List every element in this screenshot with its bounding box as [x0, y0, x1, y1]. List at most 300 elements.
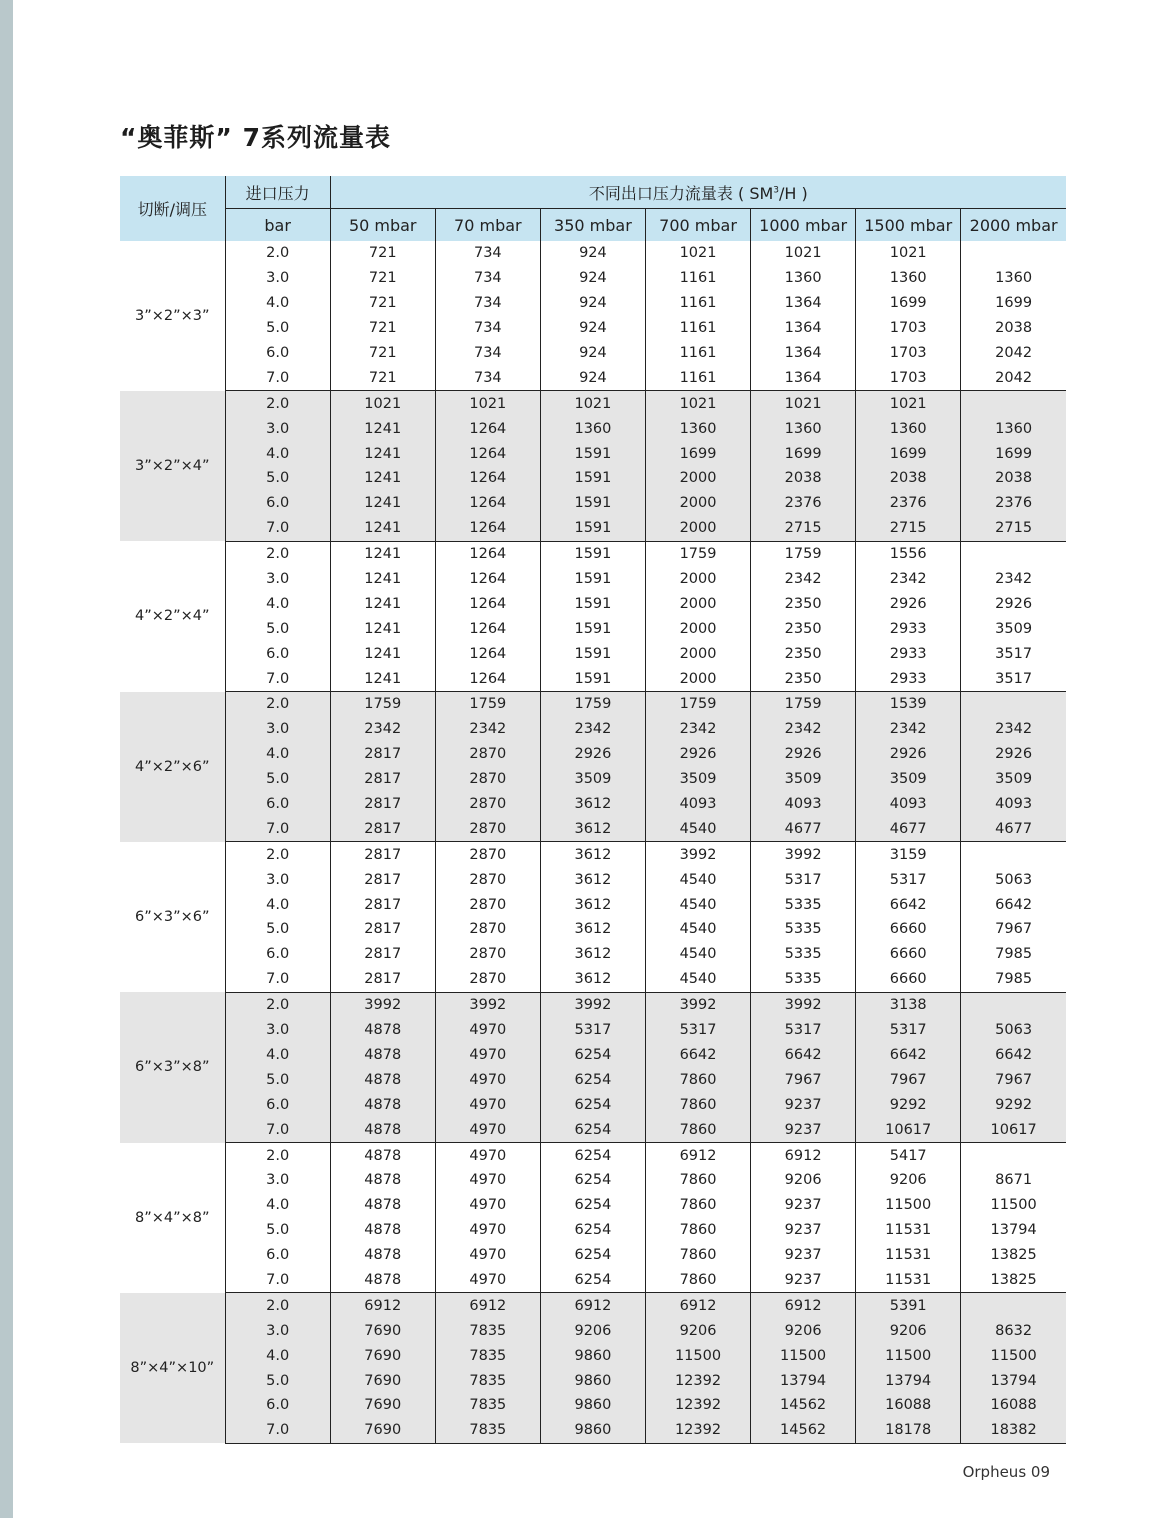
flow-value-cell: 4093	[856, 792, 961, 817]
inlet-pressure-cell: 4.0	[225, 441, 330, 466]
flow-value-cell: 1241	[330, 491, 435, 516]
inlet-pressure-cell: 6.0	[225, 942, 330, 967]
inlet-pressure-cell: 4.0	[225, 1343, 330, 1368]
table-row	[120, 391, 1066, 416]
flow-value-cell: 13794	[856, 1368, 961, 1393]
inlet-pressure-cell: 7.0	[225, 1117, 330, 1142]
inlet-pressure-cell: 2.0	[225, 541, 330, 566]
flow-value-cell: 5417	[856, 1143, 961, 1168]
inlet-pressure-cell: 7.0	[225, 516, 330, 541]
flow-value-cell: 1591	[540, 567, 645, 592]
flow-value-cell: 6642	[645, 1043, 750, 1068]
flow-value-cell: 721	[330, 341, 435, 366]
flow-value-cell: 6254	[540, 1243, 645, 1268]
flow-value-cell: 18382	[961, 1418, 1066, 1443]
flow-value-cell: 5063	[961, 867, 1066, 892]
flow-value-cell: 5335	[751, 942, 856, 967]
flow-value-cell: 2870	[435, 967, 540, 992]
page-footer: Orpheus 09	[962, 1463, 1050, 1481]
flow-value-cell: 4677	[856, 816, 961, 841]
flow-value-cell: 13825	[961, 1268, 1066, 1293]
flow-value-cell: 4677	[961, 816, 1066, 841]
flow-value-cell: 2000	[645, 466, 750, 491]
flow-value-cell: 7967	[856, 1067, 961, 1092]
flow-value-cell: 2376	[961, 491, 1066, 516]
flow-value-cell: 9292	[961, 1092, 1066, 1117]
inlet-pressure-cell: 6.0	[225, 641, 330, 666]
flow-value-cell: 6254	[540, 1193, 645, 1218]
flow-value-cell: 6254	[540, 1143, 645, 1168]
flow-value-cell: 1591	[540, 441, 645, 466]
inlet-pressure-cell: 6.0	[225, 1393, 330, 1418]
table-row	[120, 567, 1066, 592]
flow-value-cell: 6254	[540, 1168, 645, 1193]
flow-value-cell: 12392	[645, 1393, 750, 1418]
flow-value-cell: 1241	[330, 641, 435, 666]
flow-value-cell: 2342	[856, 567, 961, 592]
table-row	[120, 1268, 1066, 1293]
table-row	[120, 867, 1066, 892]
valve-size-cell: 3”×2”×4”	[120, 391, 225, 541]
flow-value-cell: 5317	[751, 1018, 856, 1043]
flow-value-cell: 7967	[751, 1067, 856, 1092]
flow-value-cell: 7860	[645, 1067, 750, 1092]
flow-value-cell: 6912	[751, 1143, 856, 1168]
flow-value-cell: 5317	[856, 867, 961, 892]
flow-value-cell: 7967	[961, 917, 1066, 942]
valve-size-cell: 6”×3”×8”	[120, 992, 225, 1142]
flow-value-cell: 2926	[961, 742, 1066, 767]
page-title: “奥菲斯” 7系列流量表	[120, 123, 391, 152]
inlet-pressure-cell: 2.0	[225, 1143, 330, 1168]
flow-value-cell: 1699	[856, 291, 961, 316]
flow-table-body	[120, 241, 1066, 1443]
flow-value-cell: 4970	[435, 1143, 540, 1168]
flow-value-cell: 7835	[435, 1343, 540, 1368]
flow-value-cell: 4970	[435, 1018, 540, 1043]
flow-value-cell: 1759	[645, 692, 750, 717]
flow-value-cell: 1699	[751, 441, 856, 466]
flow-value-cell: 2715	[751, 516, 856, 541]
flow-value-cell: 4970	[435, 1193, 540, 1218]
flow-value-cell: 1241	[330, 466, 435, 491]
inlet-pressure-cell: 7.0	[225, 967, 330, 992]
flow-value-cell: 2000	[645, 591, 750, 616]
flow-value-cell: 2350	[751, 616, 856, 641]
flow-value-cell: 2870	[435, 867, 540, 892]
inlet-pressure-cell: 4.0	[225, 1043, 330, 1068]
inlet-pressure-cell: 3.0	[225, 416, 330, 441]
flow-value-cell: 1759	[540, 692, 645, 717]
table-row	[120, 892, 1066, 917]
inlet-pressure-cell: 4.0	[225, 892, 330, 917]
flow-value-cell: 1241	[330, 591, 435, 616]
flow-value-cell	[961, 842, 1066, 867]
flow-value-cell	[961, 391, 1066, 416]
flow-value-cell: 12392	[645, 1418, 750, 1443]
table-row	[120, 241, 1066, 266]
flow-value-cell: 4878	[330, 1193, 435, 1218]
flow-value-cell: 11531	[856, 1268, 961, 1293]
flow-value-cell: 16088	[856, 1393, 961, 1418]
flow-value-cell: 3992	[751, 992, 856, 1017]
flow-header-unit: /H )	[779, 183, 808, 203]
flow-value-cell: 2342	[330, 717, 435, 742]
flow-value-cell: 5317	[540, 1018, 645, 1043]
flow-value-cell: 4540	[645, 892, 750, 917]
flow-value-cell: 1703	[856, 365, 961, 390]
flow-value-cell: 2000	[645, 567, 750, 592]
table-row	[120, 341, 1066, 366]
flow-value-cell: 4878	[330, 1117, 435, 1142]
table-row	[120, 316, 1066, 341]
flow-value-cell: 10617	[856, 1117, 961, 1142]
inlet-pressure-cell: 5.0	[225, 917, 330, 942]
flow-value-cell: 7967	[961, 1067, 1066, 1092]
flow-value-cell: 2000	[645, 516, 750, 541]
flow-value-cell: 14562	[751, 1393, 856, 1418]
inlet-pressure-cell: 5.0	[225, 316, 330, 341]
flow-value-cell: 5391	[856, 1293, 961, 1318]
flow-value-cell: 4970	[435, 1117, 540, 1142]
flow-value-cell: 1241	[330, 416, 435, 441]
flow-value-cell: 9237	[751, 1193, 856, 1218]
flow-value-cell: 1161	[645, 365, 750, 390]
flow-value-cell: 734	[435, 341, 540, 366]
flow-value-cell: 1591	[540, 491, 645, 516]
flow-value-cell: 7860	[645, 1193, 750, 1218]
flow-value-cell: 8671	[961, 1168, 1066, 1193]
flow-value-cell: 9237	[751, 1092, 856, 1117]
flow-value-cell: 7860	[645, 1092, 750, 1117]
inlet-pressure-cell: 3.0	[225, 1318, 330, 1343]
flow-value-cell: 2350	[751, 666, 856, 691]
flow-value-cell: 6912	[751, 1293, 856, 1318]
flow-value-cell: 1703	[856, 341, 961, 366]
table-row	[120, 491, 1066, 516]
table-row	[120, 365, 1066, 390]
flow-value-cell: 1241	[330, 666, 435, 691]
inlet-pressure-cell: 5.0	[225, 1067, 330, 1092]
outlet-pressure-header: 700 mbar	[645, 209, 750, 242]
table-row	[120, 1218, 1066, 1243]
inlet-unit-header: bar	[225, 209, 330, 242]
flow-value-cell: 721	[330, 316, 435, 341]
flow-value-cell: 2817	[330, 892, 435, 917]
flow-value-cell: 2817	[330, 842, 435, 867]
flow-value-cell: 4540	[645, 816, 750, 841]
inlet-pressure-cell: 5.0	[225, 767, 330, 792]
flow-value-cell: 5317	[751, 867, 856, 892]
inlet-pressure-cell: 7.0	[225, 1418, 330, 1443]
inlet-pressure-cell: 5.0	[225, 466, 330, 491]
flow-value-cell: 2817	[330, 917, 435, 942]
flow-value-cell	[961, 241, 1066, 266]
flow-value-cell: 1360	[961, 416, 1066, 441]
flow-value-cell: 6254	[540, 1268, 645, 1293]
table-row	[120, 1143, 1066, 1168]
table-row	[120, 1018, 1066, 1043]
table-row	[120, 842, 1066, 867]
flow-value-cell: 3517	[961, 641, 1066, 666]
table-row	[120, 692, 1066, 717]
flow-value-cell: 7985	[961, 942, 1066, 967]
flow-value-cell: 6254	[540, 1092, 645, 1117]
inlet-pressure-cell: 6.0	[225, 1092, 330, 1117]
flow-value-cell: 2715	[961, 516, 1066, 541]
table-row	[120, 541, 1066, 566]
flow-value-cell: 4677	[751, 816, 856, 841]
flow-value-cell: 2817	[330, 942, 435, 967]
flow-value-cell: 11500	[645, 1343, 750, 1368]
flow-value-cell: 1591	[540, 666, 645, 691]
flow-value-cell: 6912	[435, 1293, 540, 1318]
flow-value-cell: 2342	[751, 717, 856, 742]
flow-value-cell: 1241	[330, 616, 435, 641]
flow-value-cell: 3612	[540, 816, 645, 841]
table-row	[120, 1418, 1066, 1443]
table-row	[120, 1293, 1066, 1318]
flow-value-cell: 1264	[435, 616, 540, 641]
flow-value-cell: 9237	[751, 1268, 856, 1293]
table-row	[120, 1067, 1066, 1092]
flow-value-cell: 3509	[751, 767, 856, 792]
flow-value-cell: 1021	[856, 241, 961, 266]
flow-value-cell: 2715	[856, 516, 961, 541]
flow-value-cell: 4093	[645, 792, 750, 817]
flow-value-cell: 7860	[645, 1243, 750, 1268]
flow-value-cell: 1264	[435, 441, 540, 466]
table-row	[120, 1343, 1066, 1368]
flow-value-cell: 2933	[856, 616, 961, 641]
flow-value-cell: 8632	[961, 1318, 1066, 1343]
flow-value-cell: 1264	[435, 416, 540, 441]
flow-value-cell: 9206	[645, 1318, 750, 1343]
flow-value-cell: 2038	[751, 466, 856, 491]
flow-value-cell: 3509	[961, 616, 1066, 641]
flow-value-cell: 9206	[751, 1318, 856, 1343]
flow-value-cell: 4970	[435, 1243, 540, 1268]
flow-value-cell: 2038	[961, 316, 1066, 341]
inlet-pressure-cell: 2.0	[225, 992, 330, 1017]
flow-value-cell: 4540	[645, 967, 750, 992]
flow-value-cell: 2926	[751, 742, 856, 767]
flow-value-cell: 2342	[751, 567, 856, 592]
flow-value-cell: 1161	[645, 291, 750, 316]
table-row	[120, 416, 1066, 441]
outlet-pressure-header: 1500 mbar	[856, 209, 961, 242]
flow-value-cell: 2926	[540, 742, 645, 767]
flow-value-cell: 9237	[751, 1243, 856, 1268]
flow-value-cell: 924	[540, 341, 645, 366]
flow-value-cell: 3612	[540, 792, 645, 817]
flow-value-cell: 2817	[330, 867, 435, 892]
flow-value-cell: 1703	[856, 316, 961, 341]
flow-value-cell: 2342	[961, 567, 1066, 592]
flow-value-cell: 7860	[645, 1268, 750, 1293]
flow-value-cell: 924	[540, 241, 645, 266]
flow-value-cell: 2933	[856, 641, 961, 666]
flow-value-cell: 2350	[751, 641, 856, 666]
flow-value-cell: 4970	[435, 1092, 540, 1117]
flow-table	[120, 176, 1066, 1444]
flow-value-cell: 9292	[856, 1092, 961, 1117]
flow-value-cell: 7690	[330, 1368, 435, 1393]
flow-value-cell: 721	[330, 365, 435, 390]
outlet-pressure-header: 2000 mbar	[961, 209, 1066, 242]
flow-value-cell: 2870	[435, 842, 540, 867]
flow-value-cell: 3612	[540, 917, 645, 942]
flow-value-cell: 7860	[645, 1168, 750, 1193]
table-row	[120, 992, 1066, 1017]
inlet-pressure-cell: 3.0	[225, 717, 330, 742]
flow-value-cell: 3612	[540, 942, 645, 967]
flow-value-cell: 4970	[435, 1218, 540, 1243]
flow-value-cell: 2376	[751, 491, 856, 516]
flow-value-cell: 4970	[435, 1067, 540, 1092]
flow-value-cell: 1021	[540, 391, 645, 416]
flow-value-cell: 3509	[540, 767, 645, 792]
table-row	[120, 717, 1066, 742]
flow-value-cell: 3612	[540, 967, 645, 992]
table-row	[120, 967, 1066, 992]
flow-value-cell: 4540	[645, 942, 750, 967]
flow-value-cell: 1699	[961, 441, 1066, 466]
flow-value-cell: 2000	[645, 641, 750, 666]
flow-value-cell: 13794	[751, 1368, 856, 1393]
flow-value-cell: 1759	[330, 692, 435, 717]
inlet-pressure-cell: 2.0	[225, 1293, 330, 1318]
flow-value-cell: 3992	[751, 842, 856, 867]
flow-value-cell: 7690	[330, 1343, 435, 1368]
flow-value-cell: 1264	[435, 491, 540, 516]
flow-value-cell: 1264	[435, 541, 540, 566]
inlet-pressure-cell: 5.0	[225, 1218, 330, 1243]
flow-value-cell: 2342	[856, 717, 961, 742]
table-row	[120, 441, 1066, 466]
flow-value-cell: 1364	[751, 365, 856, 390]
inlet-pressure-cell: 3.0	[225, 266, 330, 291]
flow-value-cell: 3612	[540, 842, 645, 867]
flow-value-cell: 6254	[540, 1218, 645, 1243]
flow-value-cell: 2000	[645, 616, 750, 641]
flow-value-cell: 1241	[330, 516, 435, 541]
flow-value-cell: 7690	[330, 1393, 435, 1418]
flow-value-cell: 1759	[645, 541, 750, 566]
flow-value-cell: 1699	[961, 291, 1066, 316]
table-row	[120, 1168, 1066, 1193]
flow-value-cell: 1264	[435, 666, 540, 691]
flow-value-cell: 1264	[435, 591, 540, 616]
flow-value-cell: 6254	[540, 1067, 645, 1092]
table-row	[120, 1092, 1066, 1117]
flow-value-cell: 2000	[645, 491, 750, 516]
inlet-pressure-cell: 6.0	[225, 1243, 330, 1268]
inlet-pressure-cell: 4.0	[225, 742, 330, 767]
flow-value-cell: 1360	[751, 266, 856, 291]
inlet-pressure-cell: 2.0	[225, 692, 330, 717]
flow-value-cell: 1591	[540, 616, 645, 641]
flow-value-cell: 721	[330, 291, 435, 316]
flow-value-cell: 4878	[330, 1218, 435, 1243]
inlet-pressure-cell: 3.0	[225, 1168, 330, 1193]
flow-value-cell: 4878	[330, 1043, 435, 1068]
flow-value-cell: 11500	[751, 1343, 856, 1368]
flow-value-cell: 5317	[645, 1018, 750, 1043]
flow-value-cell: 1591	[540, 541, 645, 566]
flow-header-text: 不同出口压力流量表 ( SM	[588, 183, 774, 203]
flow-value-cell: 6912	[645, 1143, 750, 1168]
flow-value-cell: 2870	[435, 792, 540, 817]
inlet-pressure-cell: 4.0	[225, 1193, 330, 1218]
flow-value-cell: 4878	[330, 1067, 435, 1092]
flow-value-cell: 734	[435, 266, 540, 291]
inlet-pressure-cell: 6.0	[225, 792, 330, 817]
table-row	[120, 1043, 1066, 1068]
flow-value-cell: 2342	[435, 717, 540, 742]
flow-value-cell: 2870	[435, 917, 540, 942]
flow-value-cell: 4970	[435, 1043, 540, 1068]
flow-value-cell: 2817	[330, 792, 435, 817]
flow-value-cell: 1241	[330, 541, 435, 566]
valve-size-cell: 6”×3”×6”	[135, 909, 210, 926]
flow-value-cell: 2350	[751, 591, 856, 616]
flow-value-cell: 1021	[645, 391, 750, 416]
table-row	[120, 1193, 1066, 1218]
flow-value-cell: 734	[435, 316, 540, 341]
flow-value-cell: 5317	[856, 1018, 961, 1043]
flow-value-cell: 2817	[330, 767, 435, 792]
flow-value-cell: 1021	[645, 241, 750, 266]
flow-value-cell: 3992	[435, 992, 540, 1017]
flow-value-cell: 6642	[751, 1043, 856, 1068]
flow-value-cell: 5063	[961, 1018, 1066, 1043]
flow-value-cell: 1264	[435, 567, 540, 592]
flow-value-cell: 2870	[435, 942, 540, 967]
inlet-pressure-cell: 5.0	[225, 1368, 330, 1393]
flow-value-cell: 5335	[751, 967, 856, 992]
flow-value-cell: 1021	[435, 391, 540, 416]
flow-value-cell: 7985	[961, 967, 1066, 992]
flow-value-cell: 3509	[961, 767, 1066, 792]
flow-value-cell: 1264	[435, 641, 540, 666]
flow-value-cell	[961, 541, 1066, 566]
flow-value-cell: 9860	[540, 1343, 645, 1368]
flow-value-cell: 1360	[856, 416, 961, 441]
flow-value-cell: 5335	[751, 917, 856, 942]
flow-value-cell: 11500	[856, 1193, 961, 1218]
flow-value-cell: 3612	[540, 867, 645, 892]
flow-value-cell: 7690	[330, 1318, 435, 1343]
flow-value-cell: 1021	[330, 391, 435, 416]
flow-value-cell: 1360	[540, 416, 645, 441]
inlet-pressure-cell: 3.0	[225, 567, 330, 592]
flow-value-cell: 1021	[751, 391, 856, 416]
table-row	[120, 466, 1066, 491]
flow-value-cell: 1591	[540, 466, 645, 491]
inlet-pressure-cell: 3.0	[225, 867, 330, 892]
flow-value-cell: 924	[540, 266, 645, 291]
flow-value-cell: 2933	[856, 666, 961, 691]
flow-value-cell: 1241	[330, 567, 435, 592]
flow-value-cell: 11500	[961, 1193, 1066, 1218]
flow-header-superscript: 3	[773, 185, 780, 196]
flow-value-cell: 9206	[540, 1318, 645, 1343]
flow-value-cell: 9206	[856, 1168, 961, 1193]
table-row	[120, 641, 1066, 666]
flow-value-cell: 1360	[961, 266, 1066, 291]
flow-value-cell: 1364	[751, 316, 856, 341]
